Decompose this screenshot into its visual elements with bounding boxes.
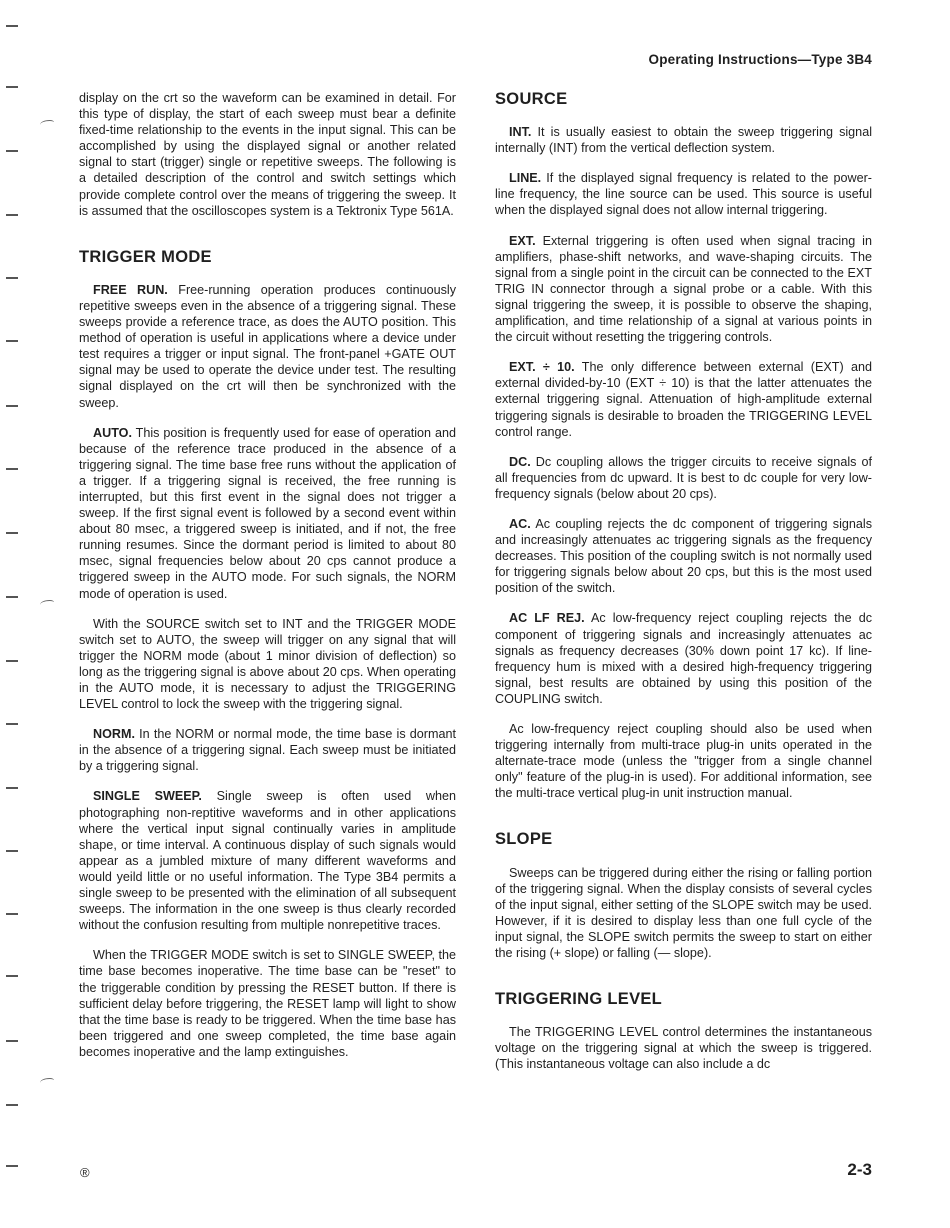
margin-tick bbox=[6, 1165, 18, 1167]
publisher-mark: ® bbox=[80, 1165, 90, 1180]
right-column-paragraph bbox=[495, 721, 872, 801]
paragraph-term: FREE RUN. bbox=[93, 282, 168, 297]
margin-tick bbox=[6, 532, 18, 534]
right-column-paragraph bbox=[495, 359, 872, 439]
left-column-paragraph bbox=[79, 90, 456, 219]
margin-tick bbox=[6, 277, 18, 279]
paragraph-term: AC LF REJ. bbox=[509, 611, 585, 626]
paragraph-text: display on the crt so the waveform can be examined in detail. For this type of display, the start of each sweep must bear a definite fixed-time relationship to the events in the input signal. This can be accomplished by using the displayed signal or another related signal to start (trigger) single or repetitive sweeps. The following is a detailed description of the control and switch settings which provide complete control over the means of triggering the sweep. It is assumed that the oscilloscopes system is a Tektronix Type 561A. bbox=[79, 91, 456, 218]
paragraph-term: NORM. bbox=[93, 727, 135, 742]
margin-tick bbox=[6, 405, 18, 407]
margin-curve bbox=[40, 120, 54, 127]
margin-tick bbox=[6, 1040, 18, 1042]
margin-tick bbox=[6, 150, 18, 152]
paragraph-text: The TRIGGERING LEVEL control determines the instantaneous voltage on the triggering signal at which the sweep is triggered. (This instantaneous voltage can also include a dc bbox=[495, 1025, 872, 1072]
paragraph-term: AUTO. bbox=[93, 425, 132, 440]
right-column-heading: SLOPE bbox=[495, 830, 553, 849]
margin-curve bbox=[40, 600, 54, 607]
margin-tick bbox=[6, 913, 18, 915]
margin-tick bbox=[6, 86, 18, 88]
paragraph-term: EXT. ÷ 10. bbox=[509, 360, 575, 375]
paragraph-text: Ac low-frequency reject coupling rejects the dc component of triggering signals and increasingly attenuates ac signals as frequency decreases (30% down point 17 kc). If line-frequency hum is mixed with a desired high-frequency triggering signal, best results are obtained by using this position of the COUPLING switch. bbox=[495, 611, 872, 706]
margin-tick bbox=[6, 787, 18, 789]
right-column-paragraph bbox=[495, 610, 872, 707]
paragraph-text: Sweeps can be triggered during either the rising or falling portion of the triggering signal. When the display consists of several cycles of the input signal, either setting of the SLOPE switch may be used. However, if it is desired to display less than one full cycle of the input signal, the SLOPE switch permits the sweep to start on either the rising (+ slope) or falling (— slope). bbox=[495, 865, 872, 961]
paragraph-text: External triggering is often used when signal tracing in amplifiers, phase-shift networks, and wave-shaping circuits. The signal from a single point in the circuit can be connected to the EXT TRIG IN connector through a signal probe or a cable. With this signal triggering the sweep, it is possible to observe the shaping, amplification, and time relationship of a signal at various points in the circuit without resetting the triggering controls. bbox=[495, 233, 872, 345]
right-column-paragraph bbox=[495, 865, 872, 962]
right-column-heading: SOURCE bbox=[495, 90, 568, 108]
margin-tick bbox=[6, 468, 18, 470]
margin-tick bbox=[6, 850, 18, 852]
margin-tick bbox=[6, 25, 18, 27]
right-column-paragraph bbox=[495, 233, 872, 346]
paragraph-text: This position is frequently used for ease of operation and because of the reference trace produced in the absence of a triggering signal. The time base free runs without the application of a trigger. If a triggering signal is received, the free running is interrupted, but this first event in the signal does not trigger a sweep. If the first signal event is followed by a second event within about 80 msec, a triggered sweep is initiated, and if not, the free running resumes. Since the dormant period is limited to about 80 msec, signal frequencies below about 20 cps cannot produce a triggered sweep in the AUTO mode. For such signals, the NORM mode of operation is used. bbox=[79, 425, 456, 601]
margin-tick bbox=[6, 660, 18, 662]
paragraph-text: It is usually easiest to obtain the sweep triggering signal internally (INT) from the vertical deflection system. bbox=[495, 125, 872, 156]
margin-tick bbox=[6, 975, 18, 977]
right-column bbox=[495, 91, 872, 1087]
right-column-paragraph bbox=[495, 124, 872, 156]
left-column-paragraph bbox=[79, 788, 456, 933]
margin-tick bbox=[6, 214, 18, 216]
left-column-paragraph bbox=[79, 425, 456, 602]
paragraph-text: In the NORM or normal mode, the time base is dormant in the absence of a triggering signal. Each sweep must be initiated by a triggering signal. bbox=[79, 727, 456, 774]
paragraph-text: Ac low-frequency reject coupling should also be used when triggering internally from multi-trace plug-in units operated in the alternate-trace mode (unless the "trigger from a single channel only" feature of the plug-in is used). For additional information, see the multi-trace vertical plug-in unit instruction manual. bbox=[495, 722, 872, 801]
paragraph-term: EXT. bbox=[509, 233, 536, 248]
paragraph-text: Single sweep is often used when photographing non-reptitive waveforms and in other applications where the vertical input signal continually varies in amplitude shape, or time interval. A continuous display of such signals would appear as a jumbled mixture of many different waveforms and would yeild little or no useful information. The Type 3B4 permits a single sweep to be presented with the elimination of all subsequent sweeps. The information in the one sweep is thus clearly recorded without the confusion resulting from multiple nonrepetitive traces. bbox=[79, 789, 456, 933]
paragraph-text: Ac coupling rejects the dc component of triggering signals and increasingly attenuates ac triggering signals as the frequency decreases. This position of the coupling switch is not normally used for triggering signals below about 20 cps, but this is the most used position of the switch. bbox=[495, 516, 872, 596]
right-column-paragraph bbox=[495, 1024, 872, 1072]
left-column-paragraph bbox=[79, 282, 456, 411]
right-column-paragraph bbox=[495, 170, 872, 218]
paragraph-text: Dc coupling allows the trigger circuits to receive signals of all frequencies from dc upward. It is best to dc couple for very low-frequency signals (below about 20 cps). bbox=[495, 454, 872, 501]
paragraph-text: When the TRIGGER MODE switch is set to SINGLE SWEEP, the time base becomes inoperative. The time base can be "reset" to the triggerable condition by pressing the RESET button. If there is sufficient delay before triggering, the RESET lamp will light to show that the time base is ready to be triggered. When the time base has been triggered and one sweep completed, the time base again becomes inoperative and the lamp extinguishes. bbox=[79, 948, 456, 1059]
right-column-paragraph bbox=[495, 454, 872, 502]
paragraph-term: INT. bbox=[509, 125, 532, 140]
left-column-heading: TRIGGER MODE bbox=[79, 247, 212, 266]
margin-curve bbox=[40, 1078, 54, 1085]
paragraph-term: AC. bbox=[509, 516, 531, 531]
running-header: Operating Instructions—Type 3B4 bbox=[648, 52, 872, 67]
left-column-paragraph bbox=[79, 947, 456, 1060]
left-column-paragraph bbox=[79, 616, 456, 713]
margin-tick bbox=[6, 340, 18, 342]
paragraph-text: Free-running operation produces continuously repetitive sweeps even in the absence of a triggering signal. These sweeps provide a reference trace, as does the AUTO position. This method of operation is useful in applications where a device under test requires a trigger or input signal. The front-panel +GATE OUT signal may be used to operate the device under test. The resulting signal displayed on the crt will then be synchronized with the sweep. bbox=[79, 282, 456, 410]
paragraph-text: With the SOURCE switch set to INT and the TRIGGER MODE switch set to AUTO, the sweep will trigger on any signal that will trigger the NORM mode (about 1 minor division of deflection) so long as the triggering signal is above about 20 cps. When operating in the AUTO mode, it is necessary to adjust the TRIGGERING LEVEL control to lock the sweep with the triggering signal. bbox=[79, 616, 456, 712]
right-column-heading: TRIGGERING LEVEL bbox=[495, 990, 663, 1009]
left-column-paragraph bbox=[79, 726, 456, 774]
margin-tick bbox=[6, 723, 18, 725]
paragraph-term: DC. bbox=[509, 454, 531, 469]
page-number: 2-3 bbox=[847, 1160, 872, 1179]
paragraph-term: LINE. bbox=[509, 171, 542, 186]
margin-tick bbox=[6, 1104, 18, 1106]
paragraph-term: SINGLE SWEEP. bbox=[93, 789, 202, 804]
left-column bbox=[79, 90, 456, 1074]
paragraph-text: The only difference between external (EXT) and external divided-by-10 (EXT ÷ 10) is that the latter attenuates the external triggering signal. Attenuation of high-amplitude external triggering signals is desirable to broaden the TRIGGERING LEVEL control range. bbox=[495, 360, 872, 439]
paragraph-text: If the displayed signal frequency is related to the power-line frequency, the line source can be used. This source is useful when the displayed signal does not allow internal triggering. bbox=[495, 171, 872, 218]
right-column-paragraph bbox=[495, 516, 872, 596]
margin-tick bbox=[6, 596, 18, 598]
